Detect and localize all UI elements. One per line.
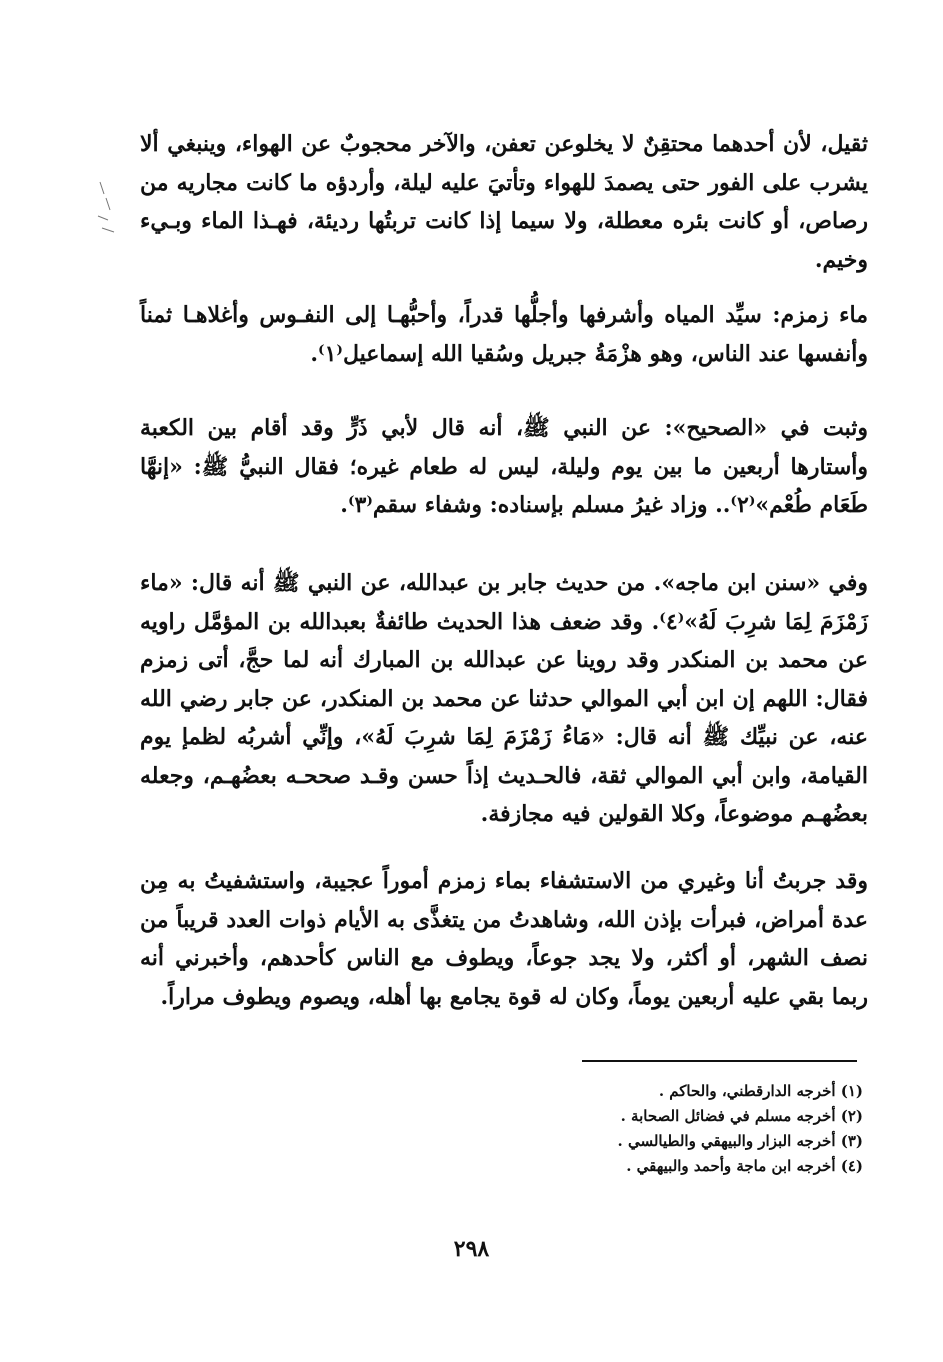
paragraph-ibn-majah-hadith: وفي «سنن ابن ماجه». من حديث جابر بن عبدالله، عن النبي ﷺ أنه قال: «ماء زَمْزَمَ لِمَا شرِبَ لَهُ»⁽٤⁾. وقد ضعف هذا الحديث طائفةٌ بعبدالله بن المؤمَّل راويه عن محمد بن المنكدر وقد روينا عن عبدالله بن المبارك أنه لما حجَّ، أتى زمزم فقال: اللهم إن ابن أبي الموالي حدثنا عن محمد بن المنكدر، عن جابر رضي الله عنه، عن نبيِّك ﷺ أنه قال: «مَاءُ زَمْزَمَ لِمَا شرِبَ لَهُ»، وإنِّي أشربُه لظمإ يوم القيامة، وابن أبي الموالي ثقة، فالحـديث إذاً حسن وقـد صححـه بعضُهـم، وجعله بعضُهـم موضوعاً، وكلا القولين فيه مجازفة. [140, 570, 868, 827]
footnotes-list [363, 1079, 863, 1179]
footnote-item: (٢) أخرجه مسلم في فضائل الصحابة . [620, 1107, 863, 1125]
footnote-item: (٤) أخرجه ابن ماجة وأحمد والبيهقي . [626, 1157, 863, 1175]
paragraph-zamzam-intro: ماء زمزم: سيِّد المياه وأشرفها وأجلُّها قدراً، وأحبُّهـا إلى النفـوس وأغلاهـا ثمناً وأنفسها عند الناس، وهو هزْمَةُ جبريل وسُقيا الله إسماعيل⁽١⁾. [140, 302, 868, 367]
footnote-item: (١) أخرجه الدارقطني، والحاكم . [658, 1082, 863, 1100]
margin-scribble-mark [94, 180, 118, 240]
paragraph-water-quality: ثقيل، لأن أحدهما محتقِنٌ لا يخلوعن تعفن، والآخر محجوبٌ عن الهواء، وينبغي ألا يشرب على الفور حتى يصمدَ للهواء وتأتيَ عليه ليلة، وأردؤه ما كانت مجاريه من رصاص، أو كانت بئره معطلة، ولا سيما إذا كانت تربتُها رديئة، فهـذا الماء وبـيء وخيم. [140, 131, 868, 273]
paragraph-author-experience: وقد جربتُ أنا وغيري من الاستشفاء بماء زمزم أموراً عجيبة، واستشفيتُ به مِن عدة أمراض، فبرأت بإذن الله، وشاهدتُ من يتغذَّى به الأيام ذوات العدد قريباً من نصف الشهر، أو أكثر، ولا يجد جوعاً، ويطوف مع الناس كأحدهم، وأخبرني أنه ربما بقي عليه أربعين يوماً، وكان له قوة يجامع بها أهله، ويصوم ويطوف مراراً. [140, 868, 868, 1010]
paragraph-sahih-hadith: وثبت في «الصحيح»: عن النبي ﷺ، أنه قال لأبي ذَرٍّ وقد أقام بين الكعبة وأستارها أربعين ما بين يوم وليلة، ليس له طعام غيره؛ فقال النبيُّ ﷺ: «إنهَّا طَعَام طُعْم»⁽٢⁾.. وزاد غيرُ مسلم بإسناده: وشفاء سقم⁽٣⁾. [140, 415, 868, 518]
footnote-separator [582, 1060, 857, 1062]
footnote-item: (٣) أخرجه البزار والبيهقي والطيالسي . [617, 1132, 863, 1150]
page-number: ٢٩٨ [453, 1236, 490, 1262]
